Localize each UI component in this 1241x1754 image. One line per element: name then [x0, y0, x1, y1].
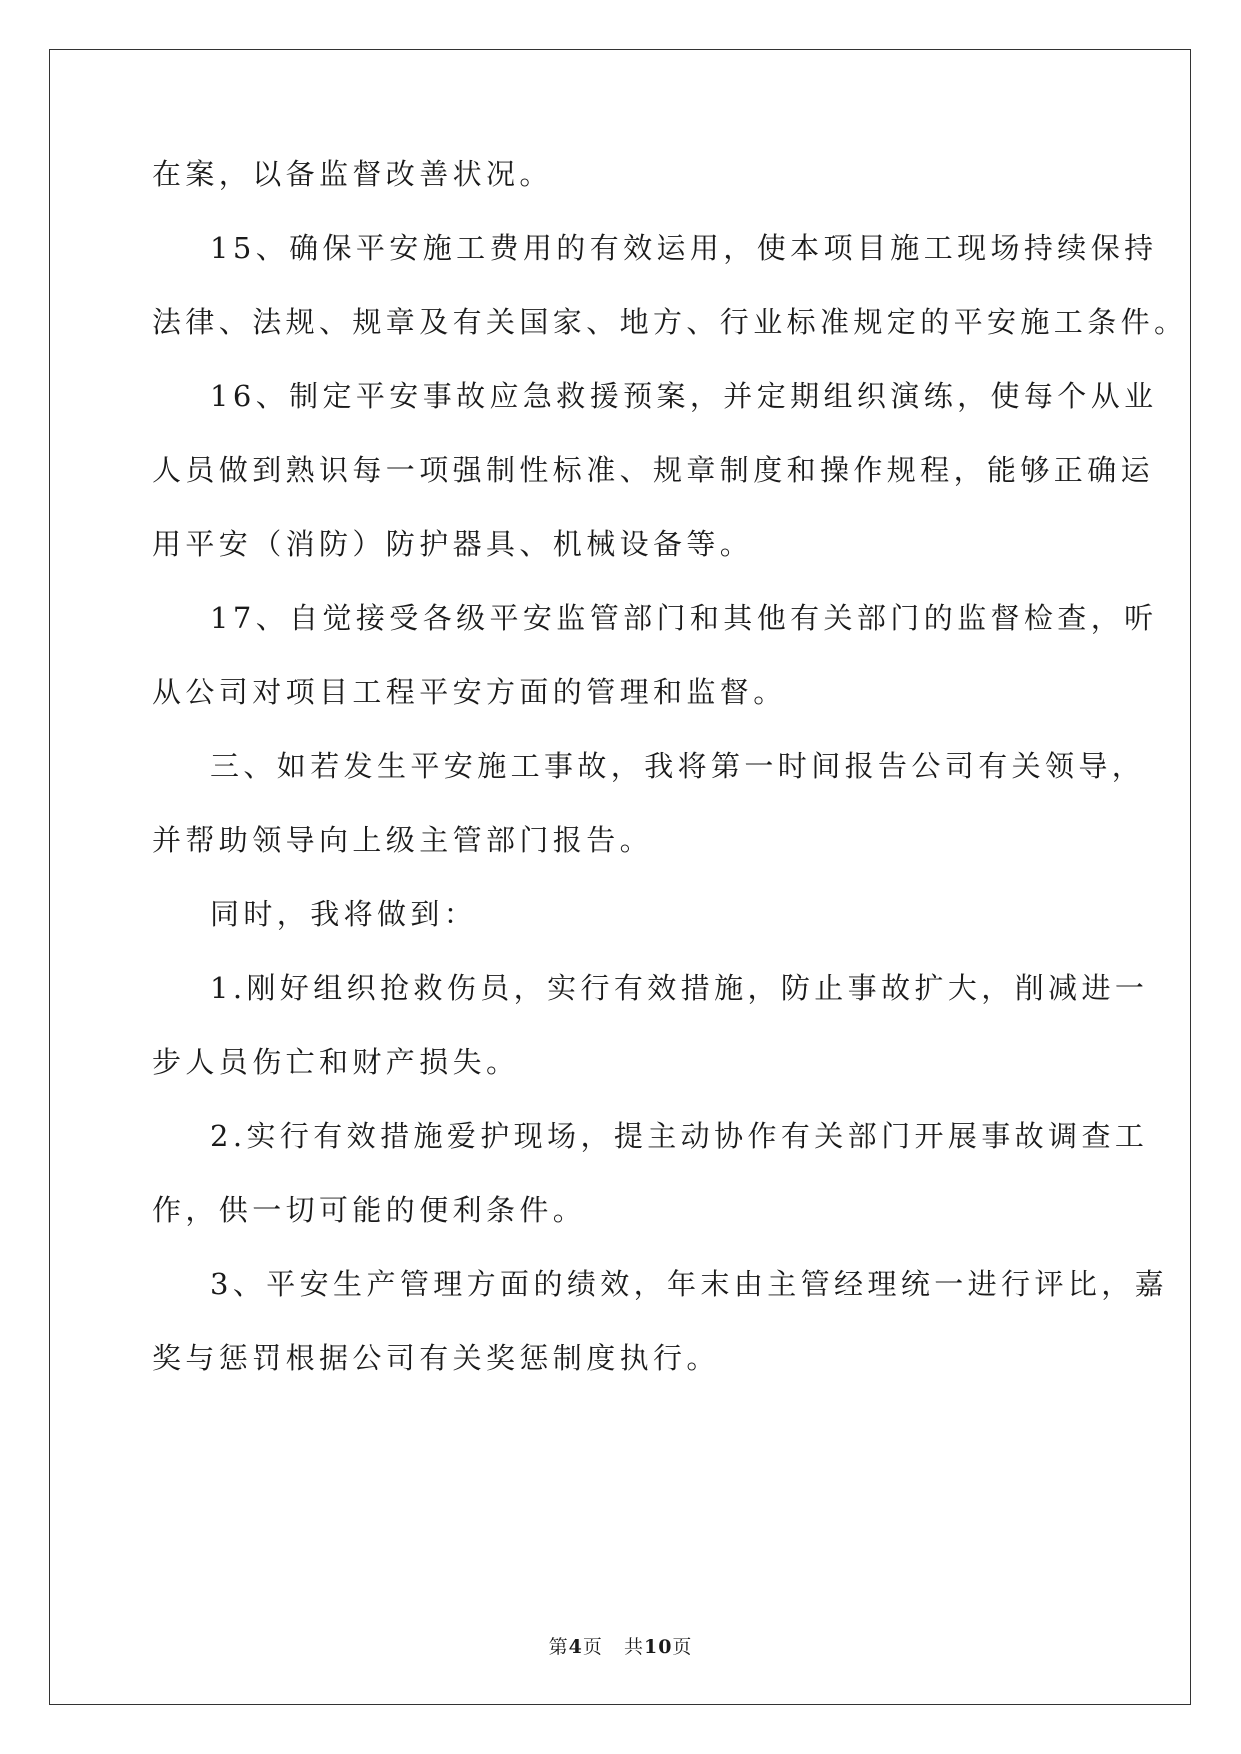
- page-suffix: 页: [582, 1636, 603, 1658]
- total-prefix: 共: [623, 1636, 644, 1658]
- text-line: 用平安（消防）防护器具、机械设备等。: [152, 527, 754, 561]
- total-suffix: 页: [672, 1636, 693, 1658]
- text-line: 三、如若发生平安施工事故，我将第一时间报告公司有关领导，: [210, 749, 1146, 783]
- page-footer: [0, 1632, 1241, 1659]
- text-line: 步人员伤亡和财产损失。: [152, 1045, 520, 1079]
- text-line: 17、自觉接受各级平安监管部门和其他有关部门的监督检查，听: [210, 601, 1158, 635]
- page-number: 4: [568, 1636, 583, 1658]
- text-line: 作，供一切可能的便利条件。: [152, 1193, 587, 1227]
- text-line: 奖与惩罚根据公司有关奖惩制度执行。: [152, 1341, 720, 1375]
- text-line: 1.刚好组织抢救伤员，实行有效措施，防止事故扩大，削减进一: [210, 971, 1149, 1005]
- text-line: 16、制定平安事故应急救援预案，并定期组织演练，使每个从业: [210, 379, 1158, 413]
- text-line: 并帮助领导向上级主管部门报告。: [152, 823, 654, 857]
- page-prefix: 第: [548, 1636, 569, 1658]
- text-line: 从公司对项目工程平安方面的管理和监督。: [152, 675, 787, 709]
- text-line: 人员做到熟识每一项强制性标准、规章制度和操作规程，能够正确运: [152, 453, 1155, 487]
- text-line: 2.实行有效措施爱护现场，提主动协作有关部门开展事故调查工: [210, 1119, 1149, 1153]
- text-line: 在案，以备监督改善状况。: [152, 157, 553, 191]
- text-line: 3、平安生产管理方面的绩效，年末由主管经理统一进行评比，嘉: [210, 1267, 1169, 1301]
- text-line: 法律、法规、规章及有关国家、地方、行业标准规定的平安施工条件。: [152, 305, 1188, 339]
- total-pages: 10: [643, 1636, 673, 1658]
- page-border: [49, 49, 1191, 1705]
- text-line: 15、确保平安施工费用的有效运用，使本项目施工现场持续保持: [210, 231, 1158, 265]
- text-line: 同时，我将做到：: [210, 897, 478, 931]
